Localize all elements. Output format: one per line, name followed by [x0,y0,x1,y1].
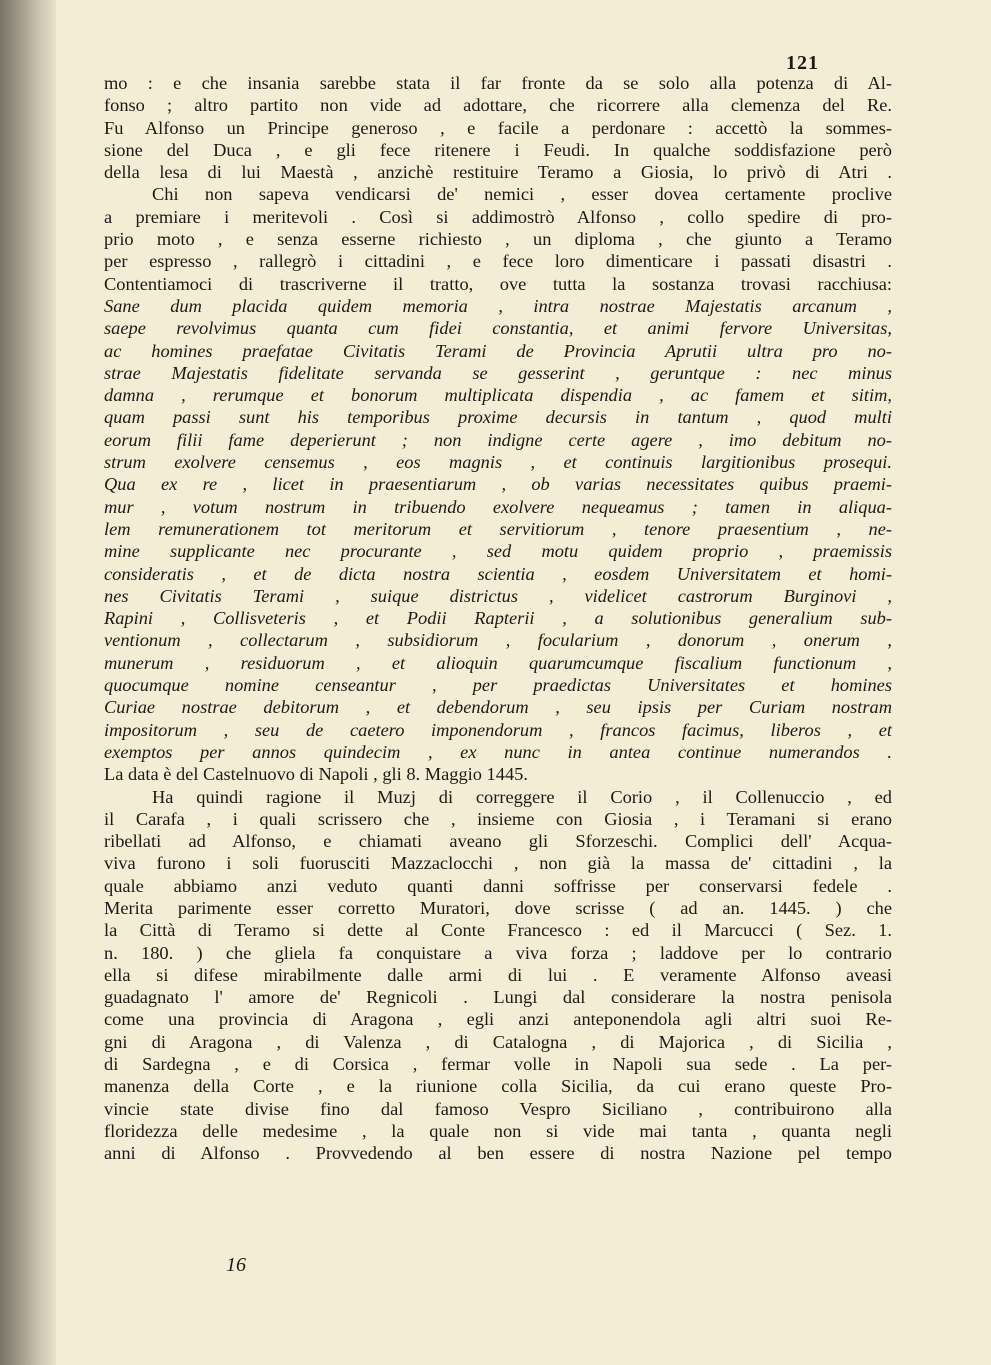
text-line: gni di Aragona , di Valenza , di Catalogna , di Majorica , di Sicilia , [104,1031,892,1052]
text-line: Sane dum placida quidem memoria , intra nostrae Majestatis arcanum , [104,295,892,316]
text-line: Chi non sapeva vendicarsi de' nemici , esser dovea certamente proclive [152,184,892,205]
text-line: Rapini , Collisveteris , et Podii Rapterii , a solutionibus generalium sub- [104,608,892,629]
text-line: lem remunerationem tot meritorum et servitiorum , tenore praesentium , ne- [104,518,892,539]
text-line: anni di Alfonso . Provvedendo al ben essere di nostra Nazione pel tempo [104,1143,892,1164]
text-line: sione del Duca , e gli fece ritenere i Feudi. In qualche soddisfazione però [104,139,892,160]
text-line: consideratis , et de dicta nostra scientia , eosdem Universitatem et homi- [104,563,892,584]
book-binding-shadow [0,0,56,1365]
text-line: exemptos per annos quindecim , ex nunc in antea continue numerandos . [104,741,892,762]
text-line: strae Majestatis fidelitate servanda se gesserint , geruntque : nec minus [104,362,892,383]
printer-signature-mark: 16 [226,1254,246,1276]
text-line: ella si difese mirabilmente dalle armi di lui . E veramente Alfonso aveasi [104,964,892,985]
text-line: La data è del Castelnuovo di Napoli , gli 8. Maggio 1445. [104,764,528,785]
text-line: n. 180. ) che gliela fa conquistare a viva forza ; laddove per lo contrario [104,942,892,963]
text-line: come una provincia di Aragona , egli anzi anteponendola agli altri suoi Re- [104,1009,892,1030]
text-line: Ha quindi ragione il Muzj di correggere il Corio , il Collenuccio , ed [152,786,892,807]
text-line: quocumque nomine censeantur , per praedictas Universitates et homines [104,675,892,696]
text-line: strum exolvere censemus , eos magnis , et continuis largitionibus prosequi. [104,452,892,473]
text-line: Contentiamoci di trascriverne il tratto, ove tutta la sostanza trovasi racchiusa: [104,273,892,294]
text-line: di Sardegna , e di Corsica , fermar volle in Napoli sua sede . La per- [104,1054,892,1075]
body-text [104,72,892,1165]
text-line: quale abbiamo anzi veduto quanti danni soffrisse per conservarsi fedele . [104,875,892,896]
text-line: munerum , residuorum , et alioquin quarumcumque fiscalium functionum , [104,652,892,673]
text-line: mo : e che insania sarebbe stata il far fronte da se solo alla potenza di Al- [104,73,892,93]
text-line: fonso ; altro partito non vide ad adottare, che ricorrere alla clemenza del Re. [104,95,892,116]
text-line: guadagnato l' amore de' Regnicoli . Lungi dal considerare la nostra penisola [104,987,892,1008]
text-line: mur , votum nostrum in tribuendo exolvere nequeamus ; tamen in aliqua- [104,496,892,517]
text-line: nes Civitatis Terami , suique districtus , videlicet castrorum Burginovi , [104,585,892,606]
text-line: Curiae nostrae debitorum , et debendorum , seu ipsis per Curiam nostram [104,697,892,718]
text-line: ac homines praefatae Civitatis Terami de Provincia Aprutii ultra pro no- [104,340,892,361]
text-line: a premiare i meritevoli . Così si addimostrò Alfonso , collo spedire di pro- [104,206,892,227]
text-line: la Città di Teramo si dette al Conte Francesco : ed il Marcucci ( Sez. 1. [104,920,892,941]
text-line: Fu Alfonso un Principe generoso , e facile a perdonare : accettò la sommes- [104,117,892,138]
text-line: prio moto , e senza esserne richiesto , un diploma , che giunto a Teramo [104,229,892,250]
text-line: per espresso , rallegrò i cittadini , e fece loro dimenticare i passati disastri . [104,251,892,272]
text-line: floridezza delle medesime , la quale non si vide mai tanta , quanta negli [104,1120,892,1141]
text-line: mine supplicante nec procurante , sed motu quidem proprio , praemissis [104,541,892,562]
text-line: Qua ex re , licet in praesentiarum , ob varias necessitates quibus praemi- [104,474,892,495]
text-line: ventionum , collectarum , subsidiorum , focularium , donorum , onerum , [104,630,892,651]
text-line: viva furono i soli fuorusciti Mazzaclocchi , non già la massa de' cittadini , la [104,853,892,874]
text-line: manenza della Corte , e la riunione colla Sicilia, da cui erano queste Pro- [104,1076,892,1097]
text-line: damna , rerumque et bonorum multiplicata dispendia , ac famem et sitim, [104,385,892,406]
text-line: Merita parimente esser corretto Muratori, dove scrisse ( ad an. 1445. ) che [104,897,892,918]
text-line: ribellati ad Alfonso, e chiamati aveano gli Sforzeschi. Complici dell' Acqua- [104,831,892,852]
page-number: 121 [786,52,819,74]
text-line: il Carafa , i quali scrissero che , insieme con Giosia , i Teramani si erano [104,808,892,829]
text-line: vincie state divise fino dal famoso Vespro Siciliano , contribuirono alla [104,1098,892,1119]
text-line: quam passi sunt his temporibus proxime decursis in tantum , quod multi [104,407,892,428]
text-line: eorum filii fame deperierunt ; non indigne certe agere , imo debitum no- [104,429,892,450]
text-line: impositorum , seu de caetero imponendorum , francos facimus, liberos , et [104,719,892,740]
text-line: della lesa di lui Maestà , anzichè restituire Teramo a Giosia, lo privò di Atri . [104,162,892,183]
text-line: saepe revolvimus quanta cum fidei constantia, et animi fervore Universitas, [104,318,892,339]
